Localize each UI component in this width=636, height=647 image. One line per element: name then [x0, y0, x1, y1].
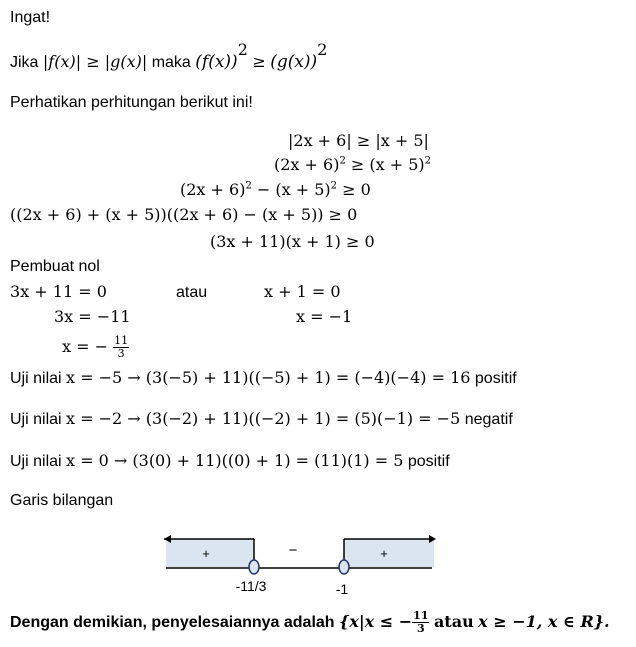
test-2-expr: x = −2 → (3(−2) + 11)((−2) + 1) = (5)(−1) = −5 [66, 409, 461, 428]
point-b-marker [339, 560, 349, 574]
zeros-atau: atau [176, 284, 208, 301]
step-2 [274, 155, 431, 175]
conclusion-fraction [412, 610, 429, 635]
step-3-c: ≥ 0 [337, 180, 371, 199]
result-g-exp: 2 [317, 39, 328, 59]
step-3-b: − (x + 5) [251, 180, 331, 199]
region-right-fill [344, 539, 434, 567]
conclusion-atau: atau [433, 612, 474, 631]
region-left-fill [166, 539, 254, 567]
fraction-11-3 [113, 335, 129, 360]
step-4: ((2x + 6) + (x + 5))((2x + 6) − (x + 5)) ≥ 0 [10, 205, 358, 224]
test-1 [10, 368, 517, 389]
test-1-label: Uji nilai [10, 370, 62, 387]
zeros-left-3 [62, 330, 129, 364]
step-5: (3x + 11)(x + 1) ≥ 0 [210, 232, 375, 251]
step-2-exp-b: 2 [424, 155, 432, 167]
perhatikan-text: Perhatikan perhitungan berikut ini! [10, 94, 253, 111]
zeros-left-1: 3x + 11 = 0 [10, 282, 107, 301]
test-3-label: Uji nilai [10, 453, 62, 470]
zeros-right-1: x + 1 = 0 [264, 282, 341, 301]
test-3-result: positif [407, 453, 450, 470]
step-2-exp-a: 2 [339, 155, 346, 167]
fraction-den: 3 [117, 347, 125, 360]
conclusion-prefix: Dengan demikian, penyelesaiannya adalah [10, 614, 335, 631]
fraction-num: 11 [114, 334, 129, 347]
conclusion-fraction-num: 11 [413, 609, 429, 623]
test-3 [10, 451, 450, 472]
maka-word: maka [151, 54, 191, 71]
step-2-a: (2x + 6) [274, 155, 340, 174]
conclusion-fraction-den: 3 [417, 622, 425, 636]
numberline-title: Garis bilangan [10, 492, 114, 509]
rule-statement [10, 39, 328, 73]
jika-condition: |f(x)| ≥ |g(x)| [42, 52, 148, 71]
result-ge: ≥ [252, 52, 266, 71]
label-point-b: -1 [335, 581, 349, 597]
step-2-b: ≥ (x + 5) [345, 155, 425, 174]
sign-middle: − [288, 542, 298, 559]
jika-prefix: Jika [10, 54, 39, 71]
test-1-result: positif [474, 370, 517, 387]
test-2-result: negatif [464, 411, 513, 428]
conclusion [10, 606, 610, 639]
point-a-marker [249, 560, 259, 574]
result-f-exp: 2 [237, 39, 248, 59]
result-g: (g(x)) [270, 52, 318, 72]
sign-right: + [380, 546, 388, 561]
conclusion-set-a: {x|x ≤ − [339, 612, 413, 631]
step-1: |2x + 6| ≥ |x + 5| [288, 131, 429, 150]
number-line-figure [0, 530, 636, 602]
test-2 [10, 409, 513, 430]
test-3-expr: x = 0 → (3(0) + 11)((0) + 1) = (11)(1) = 5 [66, 451, 404, 470]
zeros-title: Pembuat nol [10, 258, 100, 275]
step-3-a: (2x + 6) [180, 180, 246, 199]
conclusion-set-b: x ≥ −1, x ∈ R}. [478, 612, 610, 631]
result-f: (f(x)) [195, 52, 238, 72]
sign-left: + [202, 546, 210, 561]
zeros-left-3-text: x = − [62, 337, 109, 356]
test-1-expr: x = −5 → (3(−5) + 11)((−5) + 1) = (−4)(−4) = 16 [66, 368, 471, 387]
test-2-label: Uji nilai [10, 411, 62, 428]
step-3 [180, 180, 371, 200]
label-point-a: -11/3 [235, 578, 267, 594]
ingat-heading: Ingat! [10, 9, 51, 26]
step-3-exp-a: 2 [245, 180, 252, 192]
zeros-right-2: x = −1 [296, 307, 353, 326]
zeros-left-2: 3x = −11 [54, 307, 131, 326]
step-3-exp-b: 2 [330, 180, 338, 192]
